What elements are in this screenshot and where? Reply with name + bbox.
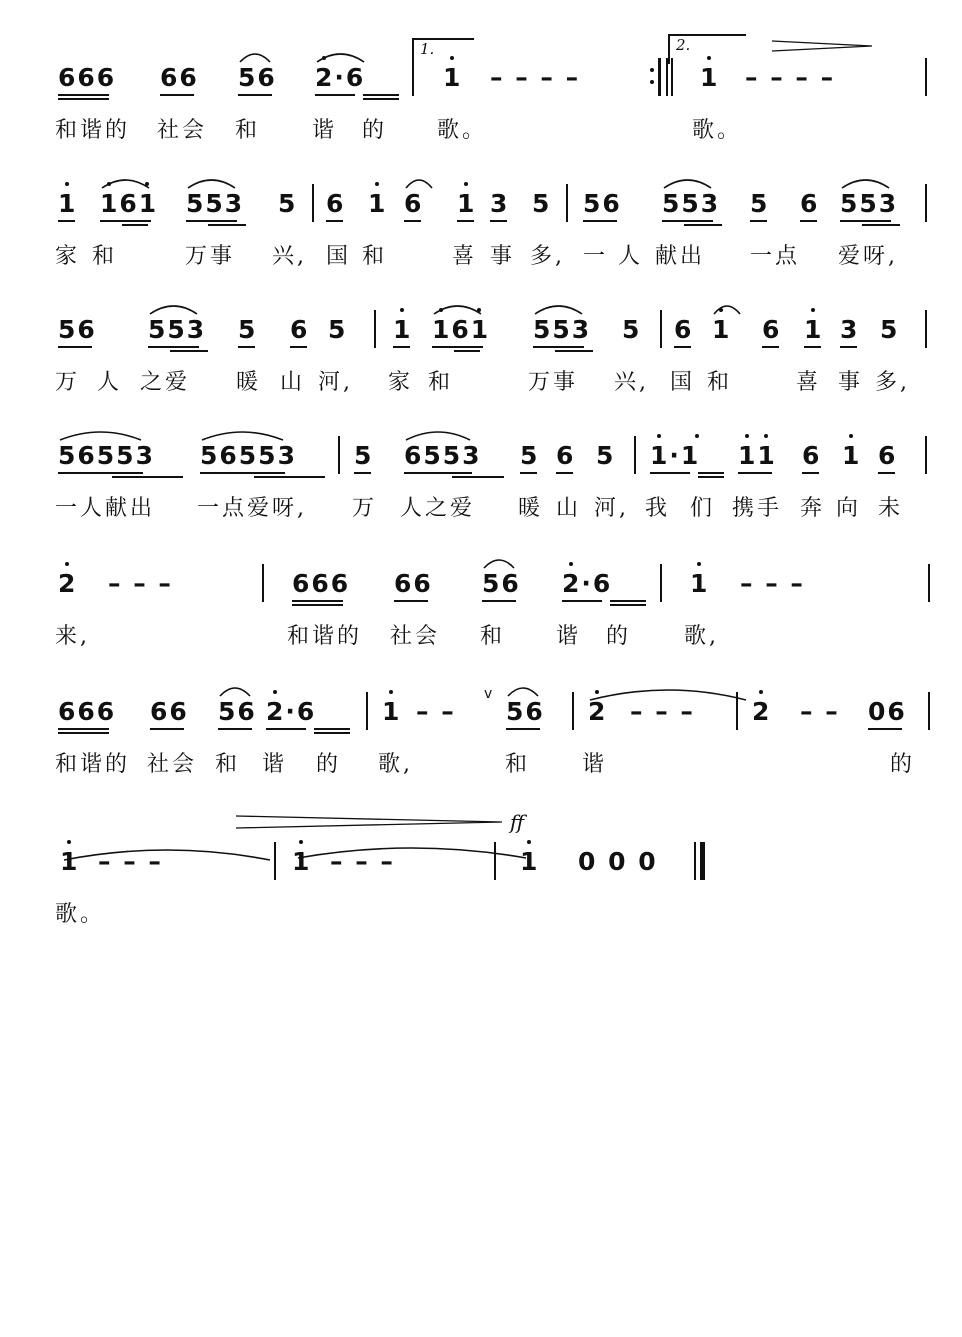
high-octave-dot <box>464 182 468 186</box>
lyric-syllable: 喜 <box>452 244 478 269</box>
beam-underline <box>674 346 691 348</box>
lyric-syllable: 多, <box>875 370 910 395</box>
high-octave-dot <box>273 690 277 694</box>
slur-arc <box>218 684 252 698</box>
beam-underline <box>150 728 184 730</box>
barline <box>338 436 340 474</box>
beam-underline <box>58 728 109 730</box>
barline <box>634 436 636 474</box>
decrescendo-hairpin <box>772 40 872 52</box>
volta-label-1: 1. <box>420 40 435 58</box>
jianpu-notes: 5 <box>750 189 770 218</box>
beam-underline <box>802 472 819 474</box>
jianpu-notes: 5 <box>880 315 900 344</box>
lyric-syllable: 山 <box>280 370 306 395</box>
notation-row <box>0 50 962 110</box>
lyric-syllable: 一点 <box>750 244 801 269</box>
slur-arc <box>58 428 143 442</box>
repeat-barline <box>658 58 661 96</box>
lyrics-row <box>0 112 962 152</box>
beam-underline <box>393 346 410 348</box>
high-octave-dot <box>389 690 393 694</box>
jianpu-notes: 6 <box>802 441 822 470</box>
double-beam-underline <box>684 224 722 226</box>
lyric-syllable: 和谐的 <box>287 624 363 649</box>
jianpu-notes: 66 <box>150 697 189 726</box>
lyric-syllable: 和 <box>505 752 531 777</box>
lyrics-row <box>0 490 962 530</box>
jianpu-notes: 1 <box>457 189 477 218</box>
jianpu-notes: – – – <box>98 847 163 876</box>
jianpu-notes: 56 <box>583 189 622 218</box>
lyric-syllable: 事 <box>838 370 864 395</box>
repeat-dot <box>650 68 654 72</box>
lyrics-row <box>0 618 962 658</box>
jianpu-notes: 666 <box>292 569 351 598</box>
jianpu-notes: 553 <box>186 189 245 218</box>
jianpu-notes: 1 <box>292 847 312 876</box>
beam-underline <box>698 472 724 474</box>
beam-underline <box>840 346 857 348</box>
beam-underline <box>506 728 540 730</box>
lyric-syllable: 的 <box>890 752 916 777</box>
slur-arc <box>100 176 151 190</box>
lyric-syllable: 家 <box>388 370 414 395</box>
beam-underline <box>354 472 371 474</box>
jianpu-notes: 06 <box>868 697 907 726</box>
lyric-syllable: 兴, <box>614 370 649 395</box>
jianpu-notes: 6 <box>878 441 898 470</box>
jianpu-notes: 666 <box>58 63 117 92</box>
jianpu-notes: 6 <box>404 189 424 218</box>
jianpu-notes: 56 <box>218 697 257 726</box>
lyric-syllable: 歌。 <box>55 902 106 927</box>
jianpu-notes: 553 <box>533 315 592 344</box>
jianpu-notes: 56553 <box>58 441 155 470</box>
jianpu-notes: 6 <box>556 441 576 470</box>
double-beam-underline <box>292 604 343 606</box>
beam-underline <box>868 728 902 730</box>
jianpu-notes: 1 <box>443 63 463 92</box>
beam-underline <box>738 472 772 474</box>
lyric-syllable: 万 <box>55 370 81 395</box>
barline <box>374 310 376 348</box>
lyric-syllable: 和 <box>707 370 733 395</box>
beam-underline <box>58 346 92 348</box>
lyric-syllable: 多, <box>530 244 565 269</box>
notation-row <box>0 428 962 488</box>
final-bar-thick <box>700 842 705 880</box>
lyric-syllable: 歌。 <box>437 118 488 143</box>
lyric-syllable: 社会 <box>157 118 208 143</box>
jianpu-notes: 56 <box>58 315 97 344</box>
jianpu-notes: – – – <box>330 847 395 876</box>
beam-underline <box>457 220 474 222</box>
barline <box>312 184 314 222</box>
beam-underline <box>394 600 428 602</box>
lyric-syllable: 人 <box>618 244 644 269</box>
lyric-syllable: 和 <box>362 244 388 269</box>
lyric-syllable: 国 <box>670 370 696 395</box>
beam-underline <box>148 346 199 348</box>
repeat-dot <box>650 80 654 84</box>
jianpu-notes: 1 <box>382 697 402 726</box>
first-ending-bracket <box>412 38 474 68</box>
lyric-syllable: 河, <box>594 496 629 521</box>
high-octave-dot <box>657 434 661 438</box>
lyric-syllable: 的 <box>606 624 632 649</box>
beam-underline <box>800 220 817 222</box>
barline <box>566 184 568 222</box>
slur-arc <box>238 50 272 64</box>
lyric-syllable: 谐 <box>582 752 608 777</box>
lyric-syllable: 未 <box>878 496 904 521</box>
lyric-syllable: 谐 <box>262 752 288 777</box>
jianpu-notes: – – – – <box>490 63 581 92</box>
jianpu-notes: 6 <box>800 189 820 218</box>
double-beam-underline <box>454 350 480 352</box>
jianpu-notes: 161 <box>432 315 491 344</box>
beam-underline <box>482 600 516 602</box>
jianpu-notes: 3 <box>840 315 860 344</box>
lyric-syllable: 谐 <box>312 118 338 143</box>
beam-underline <box>762 346 779 348</box>
beam-underline <box>58 94 109 96</box>
jianpu-notes: 1 <box>520 847 540 876</box>
lyric-syllable: 歌, <box>378 752 413 777</box>
high-octave-dot <box>695 434 699 438</box>
lyrics-row <box>0 364 962 404</box>
jianpu-notes: 666 <box>58 697 117 726</box>
lyric-syllable: 的 <box>362 118 388 143</box>
jianpu-notes: 5 <box>328 315 348 344</box>
beam-underline <box>363 94 399 96</box>
high-octave-dot <box>745 434 749 438</box>
beam-underline <box>804 346 821 348</box>
barline <box>928 564 930 602</box>
jianpu-notes: 66 <box>160 63 199 92</box>
beam-underline <box>100 220 151 222</box>
jianpu-notes: 56 <box>506 697 545 726</box>
jianpu-notes: 1 <box>690 569 710 598</box>
tie-arc <box>588 686 748 702</box>
double-beam-underline <box>58 98 109 100</box>
jianpu-notes: 6 <box>674 315 694 344</box>
slur-arc <box>506 684 540 698</box>
lyric-syllable: 一 <box>583 244 609 269</box>
jianpu-notes: 56 <box>482 569 521 598</box>
tie-arc <box>62 846 272 862</box>
lyric-syllable: 人 <box>97 370 123 395</box>
slur-arc <box>186 176 237 190</box>
lyric-syllable: 歌。 <box>692 118 743 143</box>
jianpu-notes: 5 <box>354 441 374 470</box>
volta-label-2: 2. <box>676 36 691 54</box>
beam-underline <box>266 728 306 730</box>
slur-arc <box>482 556 516 570</box>
lyric-syllable: 一人献出 <box>55 496 156 521</box>
lyric-syllable: 和谐的 <box>55 752 131 777</box>
tie-arc <box>296 844 528 860</box>
double-beam-underline <box>862 224 900 226</box>
jianpu-notes: 5 <box>596 441 616 470</box>
lyric-syllable: 河, <box>318 370 353 395</box>
jianpu-notes: 66 <box>394 569 433 598</box>
high-octave-dot <box>67 840 71 844</box>
high-octave-dot <box>65 182 69 186</box>
barline <box>925 184 927 222</box>
jianpu-notes: 2 <box>752 697 772 726</box>
double-beam-underline <box>698 476 724 478</box>
notation-row <box>0 556 962 616</box>
beam-underline <box>404 472 472 474</box>
lyric-syllable: 和 <box>235 118 261 143</box>
slur-arc <box>662 176 713 190</box>
jianpu-notes: 2·6 <box>315 63 366 92</box>
high-octave-dot <box>764 434 768 438</box>
jianpu-notes: 5 <box>278 189 298 218</box>
jianpu-notes: 1 <box>842 441 862 470</box>
beam-underline <box>160 94 194 96</box>
beam-underline <box>238 94 272 96</box>
double-beam-underline <box>112 476 183 478</box>
double-beam-underline <box>170 350 208 352</box>
lyrics-row <box>0 896 962 936</box>
high-octave-dot <box>65 562 69 566</box>
slur-arc <box>315 50 366 64</box>
dynamic-ff: ff <box>510 810 525 834</box>
beam-underline <box>238 346 255 348</box>
beam-underline <box>562 600 602 602</box>
slur-arc <box>533 302 584 316</box>
double-beam-underline <box>610 604 646 606</box>
notation-row <box>0 834 962 894</box>
jianpu-notes: 553 <box>148 315 207 344</box>
jianpu-notes: 553 <box>840 189 899 218</box>
jianpu-notes: 6 <box>762 315 782 344</box>
final-bar-thin <box>694 842 696 880</box>
jianpu-notes: 1·1 <box>650 441 701 470</box>
lyrics-row <box>0 238 962 278</box>
barline <box>928 692 930 730</box>
beam-underline <box>878 472 895 474</box>
jianpu-notes: 5 <box>622 315 642 344</box>
lyric-syllable: 我 <box>645 496 671 521</box>
decrescendo-hairpin <box>236 815 502 829</box>
lyric-syllable: 向 <box>836 496 862 521</box>
notation-row <box>0 302 962 362</box>
jianpu-notes: – – – <box>108 569 173 598</box>
high-octave-dot <box>759 690 763 694</box>
high-octave-dot <box>811 308 815 312</box>
barline <box>572 692 574 730</box>
beam-underline <box>290 346 307 348</box>
barline <box>366 692 368 730</box>
beam-underline <box>650 472 690 474</box>
double-beam-underline <box>363 98 399 100</box>
lyric-syllable: 谐 <box>556 624 582 649</box>
lyric-syllable: 和 <box>428 370 454 395</box>
barline <box>274 842 276 880</box>
slur-arc <box>200 428 285 442</box>
barline <box>660 310 662 348</box>
lyric-syllable: 暖 <box>236 370 262 395</box>
jianpu-notes: 2·6 <box>266 697 317 726</box>
jianpu-notes: 5 <box>532 189 552 218</box>
beam-underline <box>315 94 355 96</box>
beam-underline <box>58 220 75 222</box>
jianpu-notes: 2·6 <box>562 569 613 598</box>
high-octave-dot <box>400 308 404 312</box>
beam-underline <box>292 600 343 602</box>
beam-underline <box>218 728 252 730</box>
lyric-syllable: 暖 <box>518 496 544 521</box>
lyric-syllable: 社会 <box>390 624 441 649</box>
lyric-syllable: 和谐的 <box>55 118 131 143</box>
beam-underline <box>404 220 421 222</box>
lyric-syllable: 和 <box>92 244 118 269</box>
slur-arc <box>404 428 472 442</box>
lyric-syllable: 兴, <box>272 244 307 269</box>
double-beam-underline <box>555 350 593 352</box>
beam-underline <box>326 220 343 222</box>
jianpu-notes: 1 <box>700 63 720 92</box>
jianpu-notes: 2 <box>588 697 608 726</box>
slur-arc <box>404 176 434 190</box>
jianpu-notes: 6 <box>326 189 346 218</box>
beam-underline <box>314 728 350 730</box>
lyric-syllable: 歌, <box>684 624 719 649</box>
lyric-syllable: 万事 <box>185 244 236 269</box>
jianpu-notes: 56 <box>238 63 277 92</box>
jianpu-notes: 1 <box>58 189 78 218</box>
high-octave-dot <box>375 182 379 186</box>
slur-arc <box>712 302 742 316</box>
jianpu-notes: 1 <box>393 315 413 344</box>
barline <box>262 564 264 602</box>
jianpu-notes: 553 <box>662 189 721 218</box>
jianpu-notes: 2 <box>58 569 78 598</box>
lyric-syllable: 携手 <box>732 496 783 521</box>
beam-underline <box>556 472 573 474</box>
jianpu-notes: 11 <box>738 441 777 470</box>
notation-row <box>0 176 962 236</box>
double-beam-underline <box>208 224 246 226</box>
jianpu-notes: 0 0 0 <box>578 847 658 876</box>
lyric-syllable: 献出 <box>655 244 706 269</box>
high-octave-dot <box>569 562 573 566</box>
high-octave-dot <box>697 562 701 566</box>
lyric-syllable: 人之爱 <box>400 496 476 521</box>
lyrics-row <box>0 746 962 786</box>
lyric-syllable: 来, <box>55 624 90 649</box>
beam-underline <box>186 220 237 222</box>
jianpu-notes: 1 <box>804 315 824 344</box>
lyric-syllable: 的 <box>316 752 342 777</box>
breath-mark: v <box>484 686 493 702</box>
beam-underline <box>840 220 891 222</box>
barline <box>925 436 927 474</box>
jianpu-notes: 3 <box>490 189 510 218</box>
lyric-syllable: 万 <box>352 496 378 521</box>
lyric-syllable: 万事 <box>528 370 579 395</box>
lyric-syllable: 家 <box>55 244 81 269</box>
lyric-syllable: 社会 <box>147 752 198 777</box>
jianpu-notes: 56553 <box>200 441 297 470</box>
lyric-syllable: 国 <box>326 244 352 269</box>
barline <box>660 564 662 602</box>
beam-underline <box>610 600 646 602</box>
jianpu-notes: 1 <box>60 847 80 876</box>
slur-arc <box>432 302 483 316</box>
barline <box>925 58 927 96</box>
jianpu-notes: – – <box>800 697 840 726</box>
slur-arc <box>840 176 891 190</box>
slur-arc <box>148 302 199 316</box>
beam-underline <box>662 220 713 222</box>
jianpu-notes: 6 <box>290 315 310 344</box>
lyric-syllable: 事 <box>490 244 516 269</box>
high-octave-dot <box>849 434 853 438</box>
jianpu-notes: 1 <box>712 315 732 344</box>
jianpu-notes: 5 <box>238 315 258 344</box>
double-beam-underline <box>452 476 504 478</box>
jianpu-notes: 1 <box>368 189 388 218</box>
jianpu-notes: 161 <box>100 189 159 218</box>
lyric-syllable: 和 <box>480 624 506 649</box>
lyric-syllable: 之爱 <box>140 370 191 395</box>
lyric-syllable: 爱呀, <box>838 244 898 269</box>
beam-underline <box>490 220 507 222</box>
jianpu-notes: – – – <box>740 569 805 598</box>
double-beam-underline <box>122 224 148 226</box>
barline <box>925 310 927 348</box>
second-ending-bracket <box>668 34 746 64</box>
beam-underline <box>200 472 285 474</box>
double-beam-underline <box>314 732 350 734</box>
beam-underline <box>58 472 143 474</box>
beam-underline <box>432 346 483 348</box>
lyric-syllable: 山 <box>556 496 582 521</box>
jianpu-notes: 5 <box>520 441 540 470</box>
jianpu-notes: – – – – <box>745 63 836 92</box>
lyric-syllable: 们 <box>690 496 716 521</box>
jianpu-notes: 6553 <box>404 441 482 470</box>
double-beam-underline <box>254 476 325 478</box>
double-beam-underline <box>58 732 109 734</box>
lyric-syllable: 和 <box>215 752 241 777</box>
notation-row <box>0 684 962 744</box>
lyric-syllable: 一点爱呀, <box>197 496 307 521</box>
jianpu-notes: – – <box>416 697 456 726</box>
beam-underline <box>533 346 584 348</box>
beam-underline <box>583 220 617 222</box>
beam-underline <box>520 472 537 474</box>
jianpu-notes: – – – <box>630 697 695 726</box>
beam-underline <box>750 220 767 222</box>
lyric-syllable: 奔 <box>800 496 826 521</box>
lyric-syllable: 喜 <box>796 370 822 395</box>
